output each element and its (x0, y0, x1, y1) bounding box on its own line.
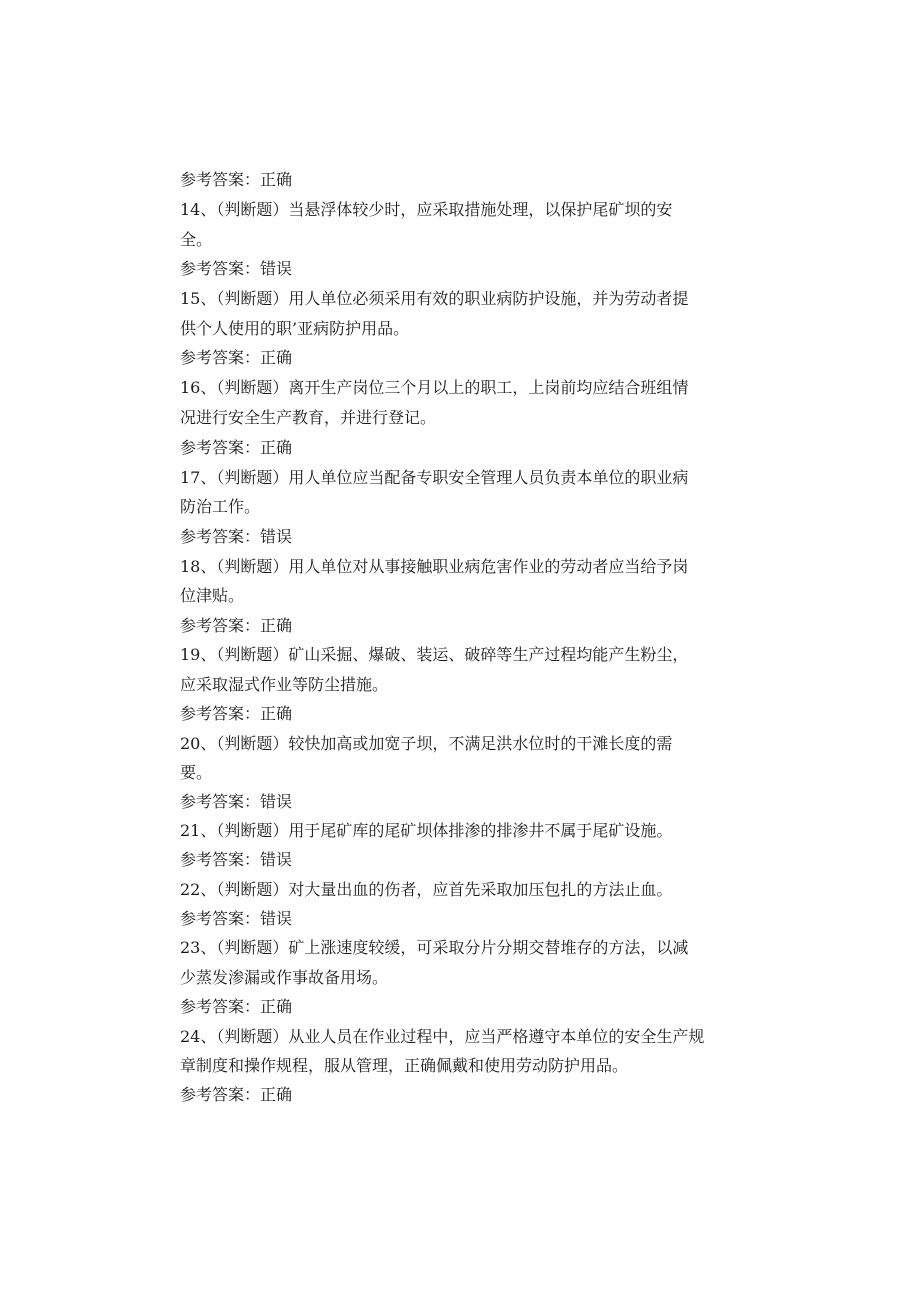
answer-line: 参考答案：错误 (180, 909, 293, 928)
answer-line: 参考答案：错误 (180, 850, 293, 869)
question-text-line: 23、（判断题）矿上涨速度较缓，可采取分片分期交替堆存的方法，以减 (180, 938, 689, 957)
question-text-line: 位津贴。 (180, 586, 245, 605)
question-text-line: 15、（判断题）用人单位必须采用有效的职业病防护设施，并为劳动者提 (180, 289, 689, 308)
question-text-line: 要。 (180, 763, 213, 782)
answer-line: 参考答案：正确 (180, 170, 293, 189)
question-text-line: 17、（判断题）用人单位应当配备专职安全管理人员负责本单位的职业病 (180, 468, 689, 487)
question-text-line: 18、（判断题）用人单位对从事接触职业病危害作业的劳动者应当给予岗 (180, 557, 689, 576)
question-text-line: 章制度和操作规程，服从管理，正确佩戴和使用劳动防护用品。 (180, 1056, 629, 1075)
question-text-line: 20、（判断题）较快加高或加宽子坝，不满足洪水位时的干滩长度的需 (180, 734, 673, 753)
question-text-line: 16、（判断题）离开生产岗位三个月以上的职工，上岗前均应结合班组情 (180, 378, 689, 397)
answer-line: 参考答案：正确 (180, 616, 293, 635)
question-text-line: 少蒸发渗漏或作事故备用场。 (180, 968, 389, 987)
question-text-line: 应采取湿式作业等防尘措施。 (180, 675, 389, 694)
question-text-line: 14、（判断题）当悬浮体较少时，应采取措施处理，以保护尾矿坝的安 (180, 200, 673, 219)
question-text-line: 供个人使用的职’亚病防护用品。 (180, 319, 410, 338)
question-text-line: 全。 (180, 230, 213, 249)
answer-line: 参考答案：正确 (180, 704, 293, 723)
answer-line: 参考答案：正确 (180, 438, 293, 457)
question-text-line: 21、（判断题）用于尾矿库的尾矿坝体排渗的排渗井不属于尾矿设施。 (180, 821, 673, 840)
answer-line: 参考答案：正确 (180, 997, 293, 1016)
answer-line: 参考答案：错误 (180, 527, 293, 546)
answer-line: 参考答案：正确 (180, 1085, 293, 1104)
question-text-line: 24、（判断题）从业人员在作业过程中，应当严格遵守本单位的安全生产规 (180, 1027, 705, 1046)
answer-line: 参考答案：错误 (180, 792, 293, 811)
question-text-line: 防治工作。 (180, 497, 261, 516)
question-text-line: 22、（判断题）对大量出血的伤者，应首先采取加压包扎的方法止血。 (180, 880, 673, 899)
question-text-line: 况进行安全生产教育，并进行登记。 (180, 408, 437, 427)
question-text-line: 19、（判断题）矿山采掘、爆破、装运、破碎等生产过程均能产生粉尘， (180, 645, 689, 664)
answer-line: 参考答案：正确 (180, 348, 293, 367)
answer-line: 参考答案：错误 (180, 259, 293, 278)
